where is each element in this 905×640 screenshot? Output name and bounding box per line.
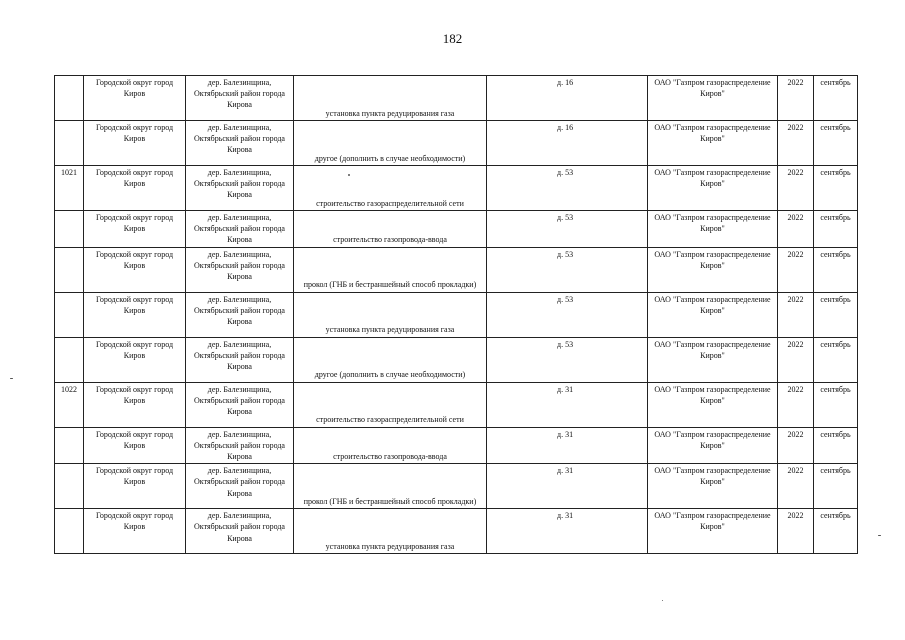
cell-municipality: Городской округ город Киров [84, 464, 186, 509]
cell-house-number: д. 31 [487, 464, 648, 509]
cell-row-number [55, 427, 84, 464]
cell-month: сентябрь [814, 509, 858, 554]
cell-location: дер. Балезинщина, Октябрьский район города Кирова [186, 211, 294, 248]
cell-work-type: строительство газопровода-ввода [294, 211, 487, 248]
cell-house-number: д. 31 [487, 382, 648, 427]
cell-year: 2022 [778, 337, 814, 382]
table-row [55, 509, 858, 554]
cell-location: дер. Балезинщина, Октябрьский район города Кирова [186, 76, 294, 121]
cell-municipality: Городской округ город Киров [84, 211, 186, 248]
cell-location: дер. Балезинщина, Октябрьский район города Кирова [186, 427, 294, 464]
cell-year: 2022 [778, 76, 814, 121]
cell-work-type: прокол (ГНБ и бестраншейный способ прокладки) [294, 247, 487, 292]
cell-organization: ОАО "Газпром газораспределение Киров" [648, 121, 778, 166]
cell-organization: ОАО "Газпром газораспределение Киров" [648, 337, 778, 382]
cell-row-number [55, 509, 84, 554]
works-table [54, 75, 858, 554]
cell-house-number: д. 16 [487, 121, 648, 166]
cell-work-type: прокол (ГНБ и бестраншейный способ прокладки) [294, 464, 487, 509]
table-row [55, 382, 858, 427]
cell-organization: ОАО "Газпром газораспределение Киров" [648, 166, 778, 211]
cell-organization: ОАО "Газпром газораспределение Киров" [648, 292, 778, 337]
cell-row-number [55, 337, 84, 382]
cell-row-number [55, 121, 84, 166]
cell-location: дер. Балезинщина, Октябрьский район города Кирова [186, 121, 294, 166]
cell-month: сентябрь [814, 337, 858, 382]
cell-location: дер. Балезинщина, Октябрьский район города Кирова [186, 382, 294, 427]
cell-organization: ОАО "Газпром газораспределение Киров" [648, 247, 778, 292]
cell-year: 2022 [778, 382, 814, 427]
cell-month: сентябрь [814, 76, 858, 121]
cell-year: 2022 [778, 292, 814, 337]
cell-work-type: строительство газораспределительной сети [294, 382, 487, 427]
cell-municipality: Городской округ город Киров [84, 509, 186, 554]
cell-work-type: установка пункта редуцирования газа [294, 76, 487, 121]
cell-house-number: д. 31 [487, 427, 648, 464]
cell-month: сентябрь [814, 382, 858, 427]
cell-municipality: Городской округ город Киров [84, 121, 186, 166]
cell-work-type: установка пункта редуцирования газа [294, 292, 487, 337]
cell-municipality: Городской округ город Киров [84, 76, 186, 121]
cell-row-number [55, 247, 84, 292]
cell-municipality: Городской округ город Киров [84, 166, 186, 211]
cell-month: сентябрь [814, 292, 858, 337]
cell-house-number: д. 53 [487, 166, 648, 211]
cell-work-type: другое (дополнить в случае необходимости) [294, 121, 487, 166]
cell-month: сентябрь [814, 166, 858, 211]
cell-month: сентябрь [814, 427, 858, 464]
cell-location: дер. Балезинщина, Октябрьский район города Кирова [186, 509, 294, 554]
table-row [55, 166, 858, 211]
cell-row-number [55, 292, 84, 337]
cell-row-number [55, 76, 84, 121]
table-row [55, 427, 858, 464]
table-row [55, 292, 858, 337]
cell-municipality: Городской округ город Киров [84, 427, 186, 464]
table-row [55, 211, 858, 248]
cell-organization: ОАО "Газпром газораспределение Киров" [648, 76, 778, 121]
cell-organization: ОАО "Газпром газораспределение Киров" [648, 464, 778, 509]
cell-work-type: строительство газопровода-ввода [294, 427, 487, 464]
cell-location: дер. Балезинщина, Октябрьский район города Кирова [186, 166, 294, 211]
cell-year: 2022 [778, 247, 814, 292]
table-row [55, 76, 858, 121]
cell-house-number: д. 53 [487, 211, 648, 248]
cell-month: сентябрь [814, 247, 858, 292]
cell-row-number [55, 211, 84, 248]
cell-row-number [55, 464, 84, 509]
table-row [55, 464, 858, 509]
cell-year: 2022 [778, 464, 814, 509]
table-row [55, 121, 858, 166]
page-number: 182 [442, 31, 463, 46]
cell-municipality: Городской округ город Киров [84, 292, 186, 337]
table-row [55, 247, 858, 292]
cell-work-type: другое (дополнить в случае необходимости) [294, 337, 487, 382]
cell-location: дер. Балезинщина, Октябрьский район города Кирова [186, 247, 294, 292]
cell-location: дер. Балезинщина, Октябрьский район города Кирова [186, 292, 294, 337]
cell-work-type: строительство газораспределительной сети [294, 166, 487, 211]
cell-year: 2022 [778, 509, 814, 554]
cell-location: дер. Балезинщина, Октябрьский район города Кирова [186, 464, 294, 509]
cell-municipality: Городской округ город Киров [84, 337, 186, 382]
cell-location: дер. Балезинщина, Октябрьский район города Кирова [186, 337, 294, 382]
cell-house-number: д. 16 [487, 76, 648, 121]
cell-month: сентябрь [814, 211, 858, 248]
cell-organization: ОАО "Газпром газораспределение Киров" [648, 427, 778, 464]
cell-row-number: 1021 [55, 166, 84, 211]
scan-speck [348, 174, 350, 176]
cell-house-number: д. 53 [487, 247, 648, 292]
cell-month: сентябрь [814, 464, 858, 509]
cell-row-number: 1022 [55, 382, 84, 427]
scan-speck [878, 535, 881, 536]
cell-organization: ОАО "Газпром газораспределение Киров" [648, 382, 778, 427]
cell-year: 2022 [778, 121, 814, 166]
scan-speck [662, 600, 663, 601]
cell-organization: ОАО "Газпром газораспределение Киров" [648, 509, 778, 554]
cell-year: 2022 [778, 166, 814, 211]
cell-house-number: д. 53 [487, 337, 648, 382]
cell-house-number: д. 53 [487, 292, 648, 337]
cell-year: 2022 [778, 427, 814, 464]
scan-speck [10, 378, 13, 379]
cell-month: сентябрь [814, 121, 858, 166]
cell-municipality: Городской округ город Киров [84, 247, 186, 292]
cell-municipality: Городской округ город Киров [84, 382, 186, 427]
cell-organization: ОАО "Газпром газораспределение Киров" [648, 211, 778, 248]
table-row [55, 337, 858, 382]
cell-year: 2022 [778, 211, 814, 248]
cell-work-type: установка пункта редуцирования газа [294, 509, 487, 554]
cell-house-number: д. 31 [487, 509, 648, 554]
